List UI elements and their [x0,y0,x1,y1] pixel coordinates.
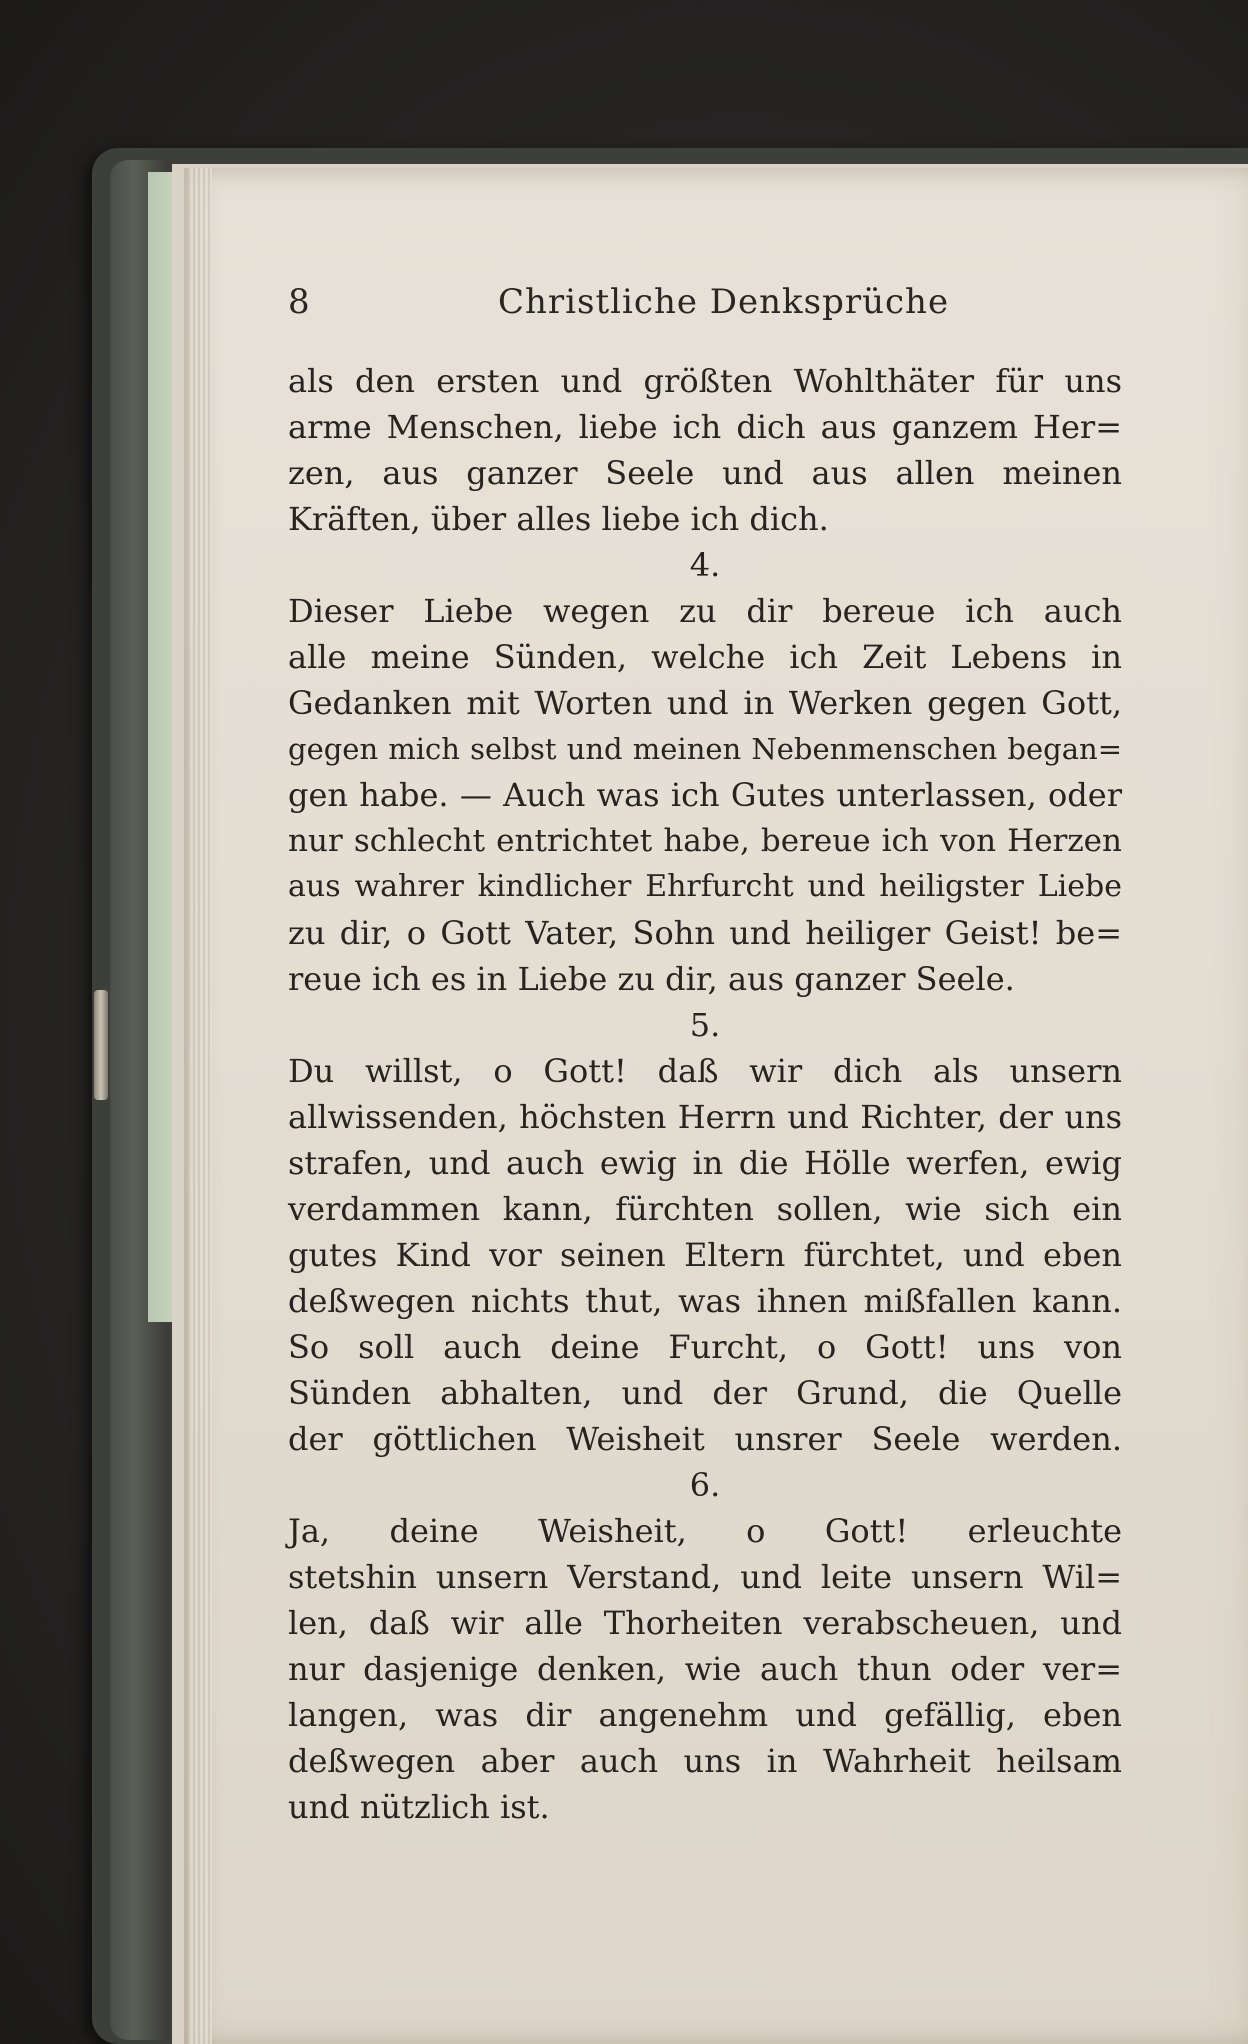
text-line: deßwegen nichts thut, was ihnen mißfallen kann. [288,1282,1122,1320]
page-number: 8 [288,282,310,322]
text-line: nur schlecht entrichtet habe, bereue ich von Herzen [288,823,1122,859]
text-line: allwissenden, höchsten Herrn und Richter, der uns [288,1098,1122,1136]
text-line: reue ich es in Liebe zu dir, aus ganzer Seele. [288,960,1015,998]
text-line: gutes Kind vor seinen Eltern fürchtet, und eben [288,1236,1122,1274]
text-line: stetshin unsern Verstand, und leite unsern Wil= [288,1558,1122,1596]
text-line: alle meine Sünden, welche ich Zeit Lebens in [288,638,1122,676]
text-line: Du willst, o Gott! daß wir dich als unsern [288,1052,1122,1090]
clasp-hinge [94,990,108,1100]
text-line: Dieser Liebe wegen zu dir bereue ich auch [288,592,1122,630]
text-line: deßwegen aber auch uns in Wahrheit heilsam [288,1742,1122,1780]
text-line: So soll auch deine Furcht, o Gott! uns von [288,1328,1122,1366]
text-line: verdammen kann, fürchten sollen, wie sich ein [288,1190,1122,1228]
section-number: 6. [689,1466,721,1504]
text-line: Sünden abhalten, und der Grund, die Quelle [288,1374,1122,1412]
body-text [288,358,1122,1830]
text-line: aus wahrer kindlicher Ehrfurcht und heiligster Liebe [288,869,1122,904]
text-line: zu dir, o Gott Vater, Sohn und heiliger Geist! be= [288,914,1122,952]
text-line: Kräften, über alles liebe ich dich. [288,500,829,538]
running-title: Christliche Denksprüche [498,282,950,322]
text-line: Ja, deine Weisheit, o Gott! erleuchte [288,1512,1122,1550]
text-line: gen habe. — Auch was ich Gutes unterlassen, oder [288,776,1122,814]
text-line: Gedanken mit Worten und in Werken gegen Gott, [288,684,1122,722]
text-line: und nützlich ist. [288,1788,550,1826]
page-edges [188,168,212,2044]
text-line: langen, was dir angenehm und gefällig, eben [288,1696,1122,1734]
text-line: nur dasjenige denken, wie auch thun oder ver= [288,1650,1122,1688]
text-line: gegen mich selbst und meinen Nebenmenschen began= [288,732,1122,766]
text-line: zen, aus ganzer Seele und aus allen meinen [288,454,1122,492]
text-line: strafen, und auch ewig in die Hölle werfen, ewig [288,1144,1122,1182]
section-number: 4. [689,546,721,584]
text-line: als den ersten und größten Wohlthäter für uns [288,362,1122,400]
text-line: len, daß wir alle Thorheiten verabscheuen, und [288,1604,1122,1642]
text-line: der göttlichen Weisheit unsrer Seele werden. [288,1420,1122,1458]
text-line: arme Menschen, liebe ich dich aus ganzem Her= [288,408,1122,446]
section-number: 5. [689,1006,721,1044]
page-header [288,282,1128,332]
